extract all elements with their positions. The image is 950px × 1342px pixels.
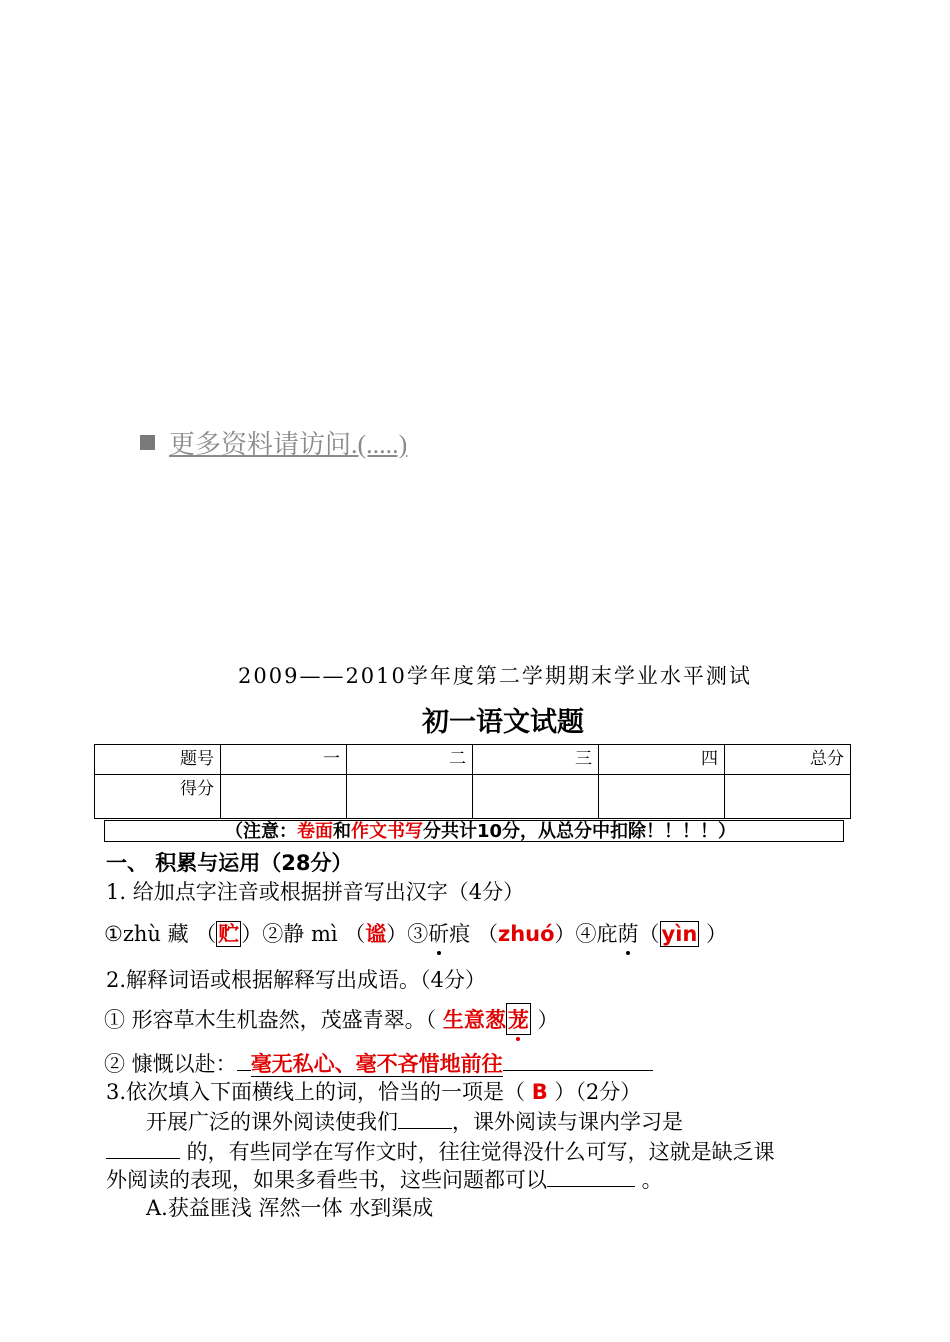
q1-answer: zhuó bbox=[497, 922, 555, 946]
notice-box bbox=[104, 820, 844, 842]
score-table-header-cell: 题号 bbox=[95, 745, 221, 775]
notice-highlight: 作文书写 bbox=[351, 821, 423, 842]
q2-answer-boxed: 茏 bbox=[506, 1003, 531, 1035]
q2-item-text: ① 形容草木生机盎然，茂盛青翠。（ bbox=[104, 1008, 443, 1032]
q2-answer: 生意葱 bbox=[442, 1008, 506, 1032]
question-2-item-1 bbox=[104, 1003, 559, 1035]
score-cell bbox=[347, 775, 473, 819]
resource-link-row[interactable] bbox=[140, 424, 407, 461]
q1-answer: yìn bbox=[661, 922, 698, 946]
q1-answer: 谧 bbox=[365, 922, 387, 946]
score-table bbox=[94, 744, 851, 819]
q2-answer: 毫无私心、毫不吝惜地前往 bbox=[250, 1052, 503, 1076]
score-cell bbox=[473, 775, 599, 819]
bullet-square-icon bbox=[140, 435, 155, 450]
answer-blank bbox=[503, 1050, 653, 1071]
score-cell bbox=[725, 775, 851, 819]
answer-blank bbox=[106, 1138, 180, 1159]
q1-answer: 贮 bbox=[218, 922, 240, 946]
q3-answer: B bbox=[531, 1080, 548, 1104]
score-table-header-cell: 总分 bbox=[725, 745, 851, 775]
notice-text: 分共计10分，从总分中扣除！！！！） bbox=[423, 821, 737, 842]
q1-dotted-char: 荫 bbox=[618, 918, 639, 948]
q1-item-text: ）③ bbox=[386, 922, 429, 946]
q3-passage-line bbox=[106, 1136, 775, 1166]
score-row-label: 得分 bbox=[95, 775, 221, 819]
score-cell bbox=[599, 775, 725, 819]
q1-item-text: 痕 （ bbox=[449, 922, 498, 946]
q3-passage-line bbox=[106, 1164, 663, 1194]
q1-item-text: ①zhù 藏 （ bbox=[104, 922, 217, 946]
q3-stem-text: 3.依次填入下面横线上的词，恰当的一项是（ bbox=[106, 1080, 532, 1104]
score-table-header-cell: 四 bbox=[599, 745, 725, 775]
score-table-score-row bbox=[95, 775, 851, 819]
q1-item-text: ）④庇 bbox=[554, 922, 618, 946]
question-1-items bbox=[104, 918, 727, 948]
notice-text: （注意： bbox=[225, 821, 297, 842]
score-table-header-row bbox=[95, 745, 851, 775]
question-2-item-2 bbox=[104, 1048, 653, 1078]
question-3-stem bbox=[106, 1076, 641, 1106]
q2-item-text: ） bbox=[530, 1008, 559, 1032]
q3-passage-text: 的，有些同学在写作文时，往往觉得没什么可写，这就是缺乏课 bbox=[180, 1140, 775, 1164]
q3-option-a: A.获益匪浅 浑然一体 水到渠成 bbox=[146, 1196, 434, 1220]
q2-item-text: ② 慷慨以赴： bbox=[104, 1052, 237, 1076]
q3-passage-text: 外阅读的表现，如果多看些书，这些问题都可以 bbox=[106, 1168, 547, 1192]
notice-highlight: 卷面 bbox=[297, 821, 333, 842]
q3-passage-text: ，课外阅读与课内学习是 bbox=[452, 1110, 683, 1134]
answer-blank bbox=[237, 1050, 251, 1071]
q3-passage-text: 。 bbox=[635, 1168, 663, 1192]
question-2-stem: 2.解释词语或根据解释写出成语。（4分） bbox=[106, 968, 486, 992]
q3-passage-line bbox=[146, 1106, 683, 1136]
q1-item-text: （ bbox=[638, 922, 660, 946]
resource-link[interactable]: 更多资料请访问.(.....) bbox=[169, 430, 408, 459]
score-table-header-cell: 二 bbox=[347, 745, 473, 775]
section-heading: 一、 积累与运用（28分） bbox=[106, 851, 353, 875]
exam-subtitle: 初一语文试题 bbox=[422, 707, 584, 738]
score-table-header-cell: 三 bbox=[473, 745, 599, 775]
score-cell bbox=[221, 775, 347, 819]
score-table-header-cell: 一 bbox=[221, 745, 347, 775]
q3-passage-text: 开展广泛的课外阅读使我们 bbox=[146, 1110, 398, 1134]
question-1-stem: 1. 给加点字注音或根据拼音写出汉字（4分） bbox=[106, 880, 525, 904]
answer-blank bbox=[398, 1108, 452, 1129]
q1-item-text: ）②静 mì （ bbox=[241, 922, 366, 946]
q1-item-text: ） bbox=[699, 922, 728, 946]
q3-stem-text: ）（2分） bbox=[547, 1080, 642, 1104]
q1-dotted-char: 斫 bbox=[428, 918, 449, 948]
answer-blank bbox=[547, 1166, 635, 1187]
notice-text: 和 bbox=[333, 821, 351, 842]
exam-title: 2009——2010学年度第二学期期末学业水平测试 bbox=[238, 664, 752, 688]
